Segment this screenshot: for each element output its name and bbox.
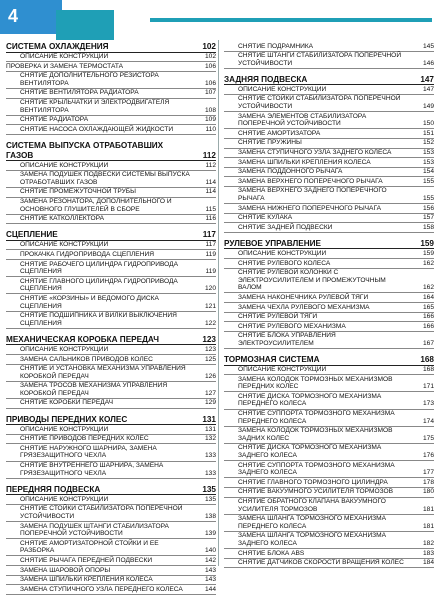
toc-entry[interactable]	[6, 505, 216, 522]
toc-column-left	[6, 42, 216, 601]
section-page: 135	[202, 484, 216, 494]
section-heading[interactable]	[6, 141, 216, 161]
entry-page: 159	[422, 249, 434, 257]
toc-entry[interactable]	[224, 375, 434, 392]
toc-entry[interactable]	[224, 214, 434, 224]
entry-page: 107	[204, 89, 216, 97]
toc-entry[interactable]	[224, 95, 434, 112]
toc-entry[interactable]	[224, 149, 434, 159]
entry-page: 126	[204, 372, 216, 380]
toc-entry[interactable]	[6, 462, 216, 479]
section-page: 112	[202, 150, 216, 160]
toc-entry[interactable]	[6, 116, 216, 126]
toc-entry[interactable]	[224, 559, 434, 569]
entry-page: 119	[205, 250, 216, 258]
toc-entry[interactable]	[224, 488, 434, 498]
entry-title: ОПИСАНИЕ КОНСТРУКЦИИ	[238, 366, 327, 374]
entry-title: ЗАМЕНА НАКОНЕЧНИКА РУЛЕВОЙ ТЯГИ	[238, 293, 369, 301]
entry-title: ОПИСАНИЕ КОНСТРУКЦИИ	[20, 495, 109, 503]
entry-title: СНЯТИЕ ЗАДНЕЙ ПОДВЕСКИ	[238, 223, 333, 231]
toc-entry[interactable]	[224, 223, 434, 233]
entry-page: 162	[422, 259, 434, 267]
toc-entry[interactable]	[6, 171, 216, 188]
toc-entry[interactable]	[224, 410, 434, 427]
toc-column-right	[224, 42, 434, 574]
entry-page: 158	[422, 223, 434, 231]
toc-entry[interactable]	[224, 139, 434, 149]
column-divider	[218, 40, 219, 566]
entry-title: ОПИСАНИЕ КОНСТРУКЦИИ	[238, 249, 327, 257]
section-title: ТОРМОЗНАЯ СИСТЕМА	[224, 355, 320, 364]
entry-title: СНЯТИЕ ПРОМЕЖУТОЧНОЙ ТРУБЫ	[20, 188, 136, 196]
entry-page: 142	[204, 556, 216, 564]
entry-title: ЗАМЕНА ВЕРХНЕГО ЗАДНЕГО ПОПЕРЕЧНОГО РЫЧАГА	[238, 187, 387, 202]
entry-title: ПРОКАЧКА ГИДРОПРИВОДА СЦЕПЛЕНИЯ	[20, 250, 154, 258]
entry-page: 150	[422, 120, 434, 128]
section-page: 159	[420, 238, 434, 248]
toc-entry[interactable]	[6, 495, 216, 505]
section-page: 123	[202, 334, 216, 344]
entry-page: 171	[422, 383, 434, 391]
entry-title: СНЯТИЕ ВЕНТИЛЯТОРА РАДИАТОРА	[20, 89, 139, 97]
toc-section	[224, 75, 434, 233]
entry-page: 127	[204, 389, 216, 397]
toc-entry[interactable]	[224, 322, 434, 332]
section-page: 102	[202, 42, 216, 51]
section-title: ЗАДНЯЯ ПОДВЕСКА	[224, 74, 308, 84]
entry-page: 181	[422, 505, 434, 513]
toc-section	[6, 141, 216, 224]
entry-title: ОПИСАНИЕ КОНСТРУКЦИИ	[238, 85, 327, 93]
entry-title: СНЯТИЕ АМОРТИЗАТОРНОЙ СТОЙКИ И ЕЕ РАЗБОРКА	[20, 539, 159, 555]
section-heading[interactable]	[6, 335, 216, 346]
entry-page: 108	[204, 106, 216, 114]
toc-entry[interactable]	[6, 576, 216, 586]
entry-title: ПРОВЕРКА И ЗАМЕНА ТЕРМОСТАТА	[6, 62, 124, 70]
entry-page: 122	[204, 319, 216, 327]
entry-title: СНЯТИЕ НАРУЖНОГО ШАРНИРА, ЗАМЕНА ГРЯЗЕЗАЩИТНОГО ЧЕХЛА	[20, 444, 157, 460]
toc-entry[interactable]	[6, 522, 216, 539]
toc-entry[interactable]	[224, 366, 434, 376]
toc-entry[interactable]	[6, 365, 216, 382]
entry-title: СНЯТИЕ ВНУТРЕННЕГО ШАРНИРА, ЗАМЕНА ГРЯЗЕЗАЩИТНОГО ЧЕХЛА	[20, 462, 164, 477]
entry-page: 157	[422, 214, 434, 222]
entry-page: 155	[422, 177, 434, 185]
section-title: МЕХАНИЧЕСКАЯ КОРОБКА ПЕРЕДАЧ	[6, 334, 159, 344]
toc-entry[interactable]	[6, 188, 216, 198]
toc-entry[interactable]	[224, 177, 434, 187]
entry-page: 149	[422, 103, 434, 111]
section-page: 147	[420, 74, 434, 84]
entry-title: СНЯТИЕ АМОРТИЗАТОРА	[238, 129, 321, 137]
entry-title: СНЯТИЕ ШТАНГИ СТАБИЛИЗАТОРА ПОПЕРЕЧНОЙ УСТОЙЧИВОСТИ	[238, 52, 402, 67]
entry-title: СНЯТИЕ РЫЧАГА ПЕРЕДНЕЙ ПОДВЕСКИ	[20, 556, 153, 564]
entry-page: 156	[422, 204, 434, 212]
entry-page: 146	[422, 59, 434, 67]
toc-entry[interactable]	[6, 53, 216, 63]
entry-page: 143	[204, 576, 216, 584]
toc-section	[224, 239, 434, 349]
entry-page: 153	[422, 149, 434, 157]
toc-entry[interactable]	[224, 498, 434, 515]
entry-title: СНЯТИЕ ПОДРАМНИКА	[238, 42, 314, 50]
entry-title: СНЯТИЕ ПРУЖИНЫ	[238, 139, 302, 147]
entry-title: СНЯТИЕ «КОРЗИНЫ» И ВЕДОМОГО ДИСКА СЦЕПЛЕНИЯ	[20, 294, 159, 310]
entry-title: ЗАМЕНА СТУПИЧНОГО УЗЛА ПЕРЕДНЕГО КОЛЕСА	[20, 585, 183, 593]
entry-title: СНЯТИЕ ДОПОЛНИТЕЛЬНОГО РЕЗИСТОРА ВЕНТИЛЯТОРА	[20, 72, 159, 87]
entry-page: 129	[204, 399, 216, 407]
entry-page: 139	[204, 530, 216, 538]
toc-entry[interactable]	[224, 427, 434, 444]
toc-entry[interactable]	[224, 158, 434, 168]
entry-page: 106	[204, 79, 216, 87]
section-heading[interactable]	[224, 239, 434, 250]
entry-title: СНЯТИЕ НАСОСА ОХЛАЖДАЮЩЕЙ ЖИДКОСТИ	[20, 125, 174, 133]
toc-entry[interactable]	[224, 112, 434, 129]
toc-entry[interactable]	[224, 515, 434, 532]
entry-title: ЗАМЕНА ЭЛЕМЕНТОВ СТАБИЛИЗАТОРА ПОПЕРЕЧНОЙ УСТОЙЧИВОСТИ	[238, 112, 367, 128]
section-heading[interactable]	[6, 230, 216, 241]
header-rule	[150, 18, 432, 22]
toc-entry[interactable]	[224, 332, 434, 349]
entry-title: СНЯТИЕ ДАТЧИКОВ СКОРОСТИ ВРАЩЕНИЯ КОЛЕС	[238, 559, 404, 567]
toc-entry[interactable]	[224, 303, 434, 313]
entry-page: 132	[204, 435, 216, 443]
toc-entry[interactable]	[6, 215, 216, 225]
toc-entry[interactable]	[6, 250, 216, 260]
entry-page: 119	[205, 268, 216, 276]
entry-title: ОПИСАНИЕ КОНСТРУКЦИИ	[20, 53, 109, 61]
section-heading[interactable]	[224, 355, 434, 366]
entry-title: ЗАМЕНА ЧЕХЛА РУЛЕВОГО МЕХАНИЗМА	[238, 303, 370, 311]
toc-entry[interactable]	[224, 293, 434, 303]
entry-title: ЗАМЕНА ШПИЛЬКИ КРЕПЛЕНИЯ КОЛЕСА	[20, 576, 153, 584]
entry-title: ОПИСАНИЕ КОНСТРУКЦИИ	[20, 241, 109, 249]
toc-entry[interactable]	[224, 259, 434, 269]
entry-title: ЗАМЕНА ПОДДОННОГО РЫЧАГА	[238, 168, 343, 176]
entry-title: СНЯТИЕ ПОДШИПНИКА И ВИЛКИ ВЫКЛЮЧЕНИЯ СЦЕПЛЕНИЯ	[20, 312, 177, 327]
entry-title: ЗАМЕНА САЛЬНИКОВ ПРИВОДОВ КОЛЕС	[20, 355, 153, 363]
entry-title: ЗАМЕНА ШПИЛЬКИ КРЕПЛЕНИЯ КОЛЕСА	[238, 158, 371, 166]
section-page: 117	[202, 230, 216, 240]
entry-page: 133	[204, 452, 216, 460]
entry-page: 183	[422, 549, 434, 557]
entry-page: 184	[422, 559, 434, 567]
entry-page: 144	[204, 585, 216, 593]
toc-section	[6, 415, 216, 479]
entry-page: 110	[205, 125, 216, 133]
entry-title: ЗАМЕНА ШЛАНГА ТОРМОЗНОГО МЕХАНИЗМА ЗАДНЕГО КОЛЕСА	[238, 532, 387, 547]
entry-title: ЗАМЕНА РЕЗОНАТОРА, ДОПОЛНИТЕЛЬНОГО И ОСНОВНОГО ГЛУШИТЕЛЕЙ В СБОРЕ	[20, 198, 172, 213]
section-heading[interactable]	[6, 415, 216, 426]
toc-entry[interactable]	[224, 129, 434, 139]
entry-page: 182	[422, 539, 434, 547]
section-title: СИСТЕМА ВЫПУСКА ОТРАБОТАВШИХ ГАЗОВ	[6, 140, 164, 160]
entry-page: 140	[204, 547, 216, 555]
entry-title: ЗАМЕНА СТУПИЧНОГО УЗЛА ЗАДНЕГО КОЛЕСА	[238, 149, 392, 157]
entry-page: 147	[422, 85, 434, 93]
entry-page: 164	[422, 293, 434, 301]
entry-title: ЗАМЕНА ВЕРХНЕГО ПОПЕРЕЧНОГО РЫЧАГА	[238, 177, 383, 185]
entry-page: 121	[204, 302, 216, 310]
toc-entry[interactable]	[224, 42, 434, 52]
toc-entry[interactable]	[6, 161, 216, 171]
entry-title: СНЯТИЕ СТОЙКИ СТАБИЛИЗАТОРА ПОПЕРЕЧНОЙ УСТОЙЧИВОСТИ	[238, 95, 401, 111]
toc-section	[224, 42, 434, 69]
entry-page: 152	[422, 139, 434, 147]
entry-title: СНЯТИЕ РУЛЕВОЙ ТЯГИ	[238, 313, 318, 321]
entry-title: СНЯТИЕ ГЛАВНОГО ЦИЛИНДРА ГИДРОПРИВОДА СЦЕПЛЕНИЯ	[20, 277, 178, 293]
entry-page: 173	[422, 400, 434, 408]
entry-page: 116	[205, 215, 216, 223]
toc-entry[interactable]	[224, 85, 434, 95]
section-heading[interactable]	[224, 75, 434, 86]
section-title: РУЛЕВОЕ УПРАВЛЕНИЕ	[224, 238, 321, 248]
toc-entry[interactable]	[6, 89, 216, 99]
entry-page: 175	[422, 434, 434, 442]
entry-title: ЗАМЕНА ШЛАНГА ТОРМОЗНОГО МЕХАНИЗМА ПЕРЕДНЕГО КОЛЕСА	[238, 515, 387, 530]
entry-page: 145	[422, 42, 434, 50]
entry-page: 165	[422, 303, 434, 311]
toc-entry[interactable]	[224, 204, 434, 214]
entry-title: СНЯТИЕ КАТКОЛЛЕКТОРА	[20, 215, 104, 223]
page-number: 4	[8, 6, 19, 26]
toc-entry[interactable]	[224, 269, 434, 294]
entry-page: 117	[205, 241, 216, 249]
entry-page: 177	[422, 469, 434, 477]
toc-entry[interactable]	[6, 294, 216, 311]
toc-section	[6, 335, 216, 409]
toc-section	[6, 42, 216, 135]
entry-page: 106	[204, 62, 216, 70]
entry-page: 154	[422, 168, 434, 176]
entry-title: ЗАМЕНА ТРОСОВ МЕХАНИЗМА УПРАВЛЕНИЯ КОРОБКОЙ ПЕРЕДАЧ	[20, 382, 168, 397]
entry-page: 114	[205, 188, 216, 196]
entry-page: 133	[204, 469, 216, 477]
toc-entry[interactable]	[6, 425, 216, 435]
header-bar	[0, 0, 432, 36]
entry-title: СНЯТИЕ ДИСКА ТОРМОЗНОГО МЕХАНИЗМА ПЕРЕДНЕГО КОЛЕСА	[238, 392, 382, 408]
entry-title: СНЯТИЕ РАДИАТОРА	[20, 116, 89, 124]
toc-entry[interactable]	[6, 585, 216, 595]
toc-entry[interactable]	[224, 187, 434, 204]
entry-title: СНЯТИЕ РАБОЧЕГО ЦИЛИНДРА ГИДРОПРИВОДА СЦЕПЛЕНИЯ	[20, 260, 178, 276]
entry-title: СНЯТИЕ КУЛАКА	[238, 214, 293, 222]
toc-entry[interactable]	[6, 62, 216, 72]
header-accent	[56, 10, 114, 40]
entry-title: СНЯТИЕ И УСТАНОВКА МЕХАНИЗМА УПРАВЛЕНИЯ КОРОБКОЙ ПЕРЕДАЧ	[20, 365, 186, 380]
entry-page: 114	[205, 178, 216, 186]
toc-entry[interactable]	[224, 444, 434, 461]
toc-entry[interactable]	[224, 549, 434, 559]
entry-page: 166	[422, 322, 434, 330]
toc-entry[interactable]	[6, 198, 216, 215]
toc-entry[interactable]	[6, 241, 216, 251]
entry-title: СНЯТИЕ БЛОКА УПРАВЛЕНИЯ ЭЛЕКТРОУСИЛИТЕЛЕМ	[238, 332, 336, 347]
entry-title: ЗАМЕНА КОЛОДОК ТОРМОЗНЫХ МЕХАНИЗМОВ ЗАДНИХ КОЛЕС	[238, 427, 393, 442]
entry-page: 155	[422, 195, 434, 202]
entry-page: 135	[204, 495, 216, 503]
entry-title: СНЯТИЕ РУЛЕВОГО КОЛЕСА	[238, 259, 331, 267]
toc-entry[interactable]	[224, 392, 434, 409]
section-title: ПЕРЕДНЯЯ ПОДВЕСКА	[6, 484, 101, 494]
toc-entry[interactable]	[6, 435, 216, 445]
entry-title: СНЯТИЕ ПРИВОДОВ ПЕРЕДНИХ КОЛЕС	[20, 435, 149, 443]
entry-title: СНЯТИЕ РУЛЕВОГО МЕХАНИЗМА	[238, 322, 346, 330]
entry-title: СНЯТИЕ ВАКУУМНОГО УСИЛИТЕЛЯ ТОРМОЗОВ	[238, 488, 394, 496]
entry-title: СНЯТИЕ КОРОБКИ ПЕРЕДАЧ	[20, 399, 113, 407]
toc-entry[interactable]	[6, 312, 216, 329]
entry-title: СНЯТИЕ ОБРАТНОГО КЛАПАНА ВАКУУМНОГО УСИЛИТЕЛЯ ТОРМОЗОВ	[238, 498, 386, 513]
entry-title: СНЯТИЕ СТОЙКИ СТАБИЛИЗАТОРА ПОПЕРЕЧНОЙ УСТОЙЧИВОСТИ	[20, 505, 183, 520]
entry-title: ЗАМЕНА ПОДУШЕК ПОДВЕСКИ СИСТЕМЫ ВЫПУСКА ОТРАБОТАВШИХ ГАЗОВ	[20, 171, 190, 186]
entry-title: ОПИСАНИЕ КОНСТРУКЦИИ	[20, 425, 109, 433]
toc-entry[interactable]	[6, 277, 216, 294]
toc-entry[interactable]	[6, 125, 216, 135]
toc-entry[interactable]	[6, 345, 216, 355]
entry-page: 181	[422, 522, 434, 530]
section-heading[interactable]	[6, 42, 216, 53]
entry-title: ОПИСАНИЕ КОНСТРУКЦИИ	[20, 345, 109, 353]
toc-entry[interactable]	[6, 99, 216, 116]
section-title: СИСТЕМА ОХЛАЖДЕНИЯ	[6, 42, 109, 51]
entry-page: 153	[422, 158, 434, 166]
entry-title: СНЯТИЕ СУППОРТА ТОРМОЗНОГО МЕХАНИЗМА ЗАДНЕГО КОЛЕСА	[238, 461, 395, 477]
toc-entry[interactable]	[6, 444, 216, 461]
entry-page: 143	[204, 566, 216, 574]
toc-entry[interactable]	[224, 461, 434, 478]
entry-title: ЗАМЕНА ПОДУШЕК ШТАНГИ СТАБИЛИЗАТОРА ПОПЕРЕЧНОЙ УСТОЙЧИВОСТИ	[20, 522, 169, 538]
entry-page: 125	[204, 355, 216, 363]
toc-entry[interactable]	[6, 556, 216, 566]
section-heading[interactable]	[6, 485, 216, 496]
entry-page: 151	[422, 129, 434, 137]
entry-title: СНЯТИЕ БЛОКА ABS	[238, 549, 305, 557]
toc-entry[interactable]	[6, 72, 216, 89]
section-page: 131	[202, 414, 216, 424]
entry-page: 178	[422, 478, 434, 486]
entry-page: 168	[422, 366, 434, 374]
toc-entry[interactable]	[224, 249, 434, 259]
entry-page: 123	[204, 345, 216, 353]
toc-section	[6, 485, 216, 595]
entry-title: СНЯТИЕ КРЫЛЬЧАТКИ И ЭЛЕКТРОДВИГАТЕЛЯ ВЕНТИЛЯТОРА	[20, 99, 170, 114]
entry-page: 109	[204, 116, 216, 124]
toc-entry[interactable]	[6, 566, 216, 576]
entry-title: ЗАМЕНА НИЖНЕГО ПОПЕРЕЧНОГО РЫЧАГА	[238, 204, 381, 212]
toc-entry[interactable]	[6, 260, 216, 277]
entry-title: ОПИСАНИЕ КОНСТРУКЦИИ	[20, 161, 109, 169]
entry-page: 120	[204, 285, 216, 293]
toc-entry[interactable]	[6, 355, 216, 365]
entry-title: СНЯТИЕ РУЛЕВОЙ КОЛОНКИ С ЭЛЕКТРОУСИЛИТЕЛЕМ И ПРОМЕЖУТОЧНЫМ ВАЛОМ	[238, 269, 386, 292]
entry-title: СНЯТИЕ ГЛАВНОГО ТОРМОЗНОГО ЦИЛИНДРА	[238, 478, 388, 486]
toc-entry[interactable]	[224, 313, 434, 323]
toc-entry[interactable]	[224, 168, 434, 178]
toc-entry[interactable]	[224, 532, 434, 549]
entry-title: СНЯТИЕ СУППОРТА ТОРМОЗНОГО МЕХАНИЗМА ПЕРЕДНЕГО КОЛЕСА	[238, 410, 395, 425]
entry-title: ЗАМЕНА КОЛОДОК ТОРМОЗНЫХ МЕХАНИЗМОВ ПЕРЕДНИХ КОЛЕС	[238, 375, 393, 391]
entry-page: 174	[422, 417, 434, 425]
entry-page: 162	[422, 284, 434, 292]
toc-entry[interactable]	[6, 399, 216, 409]
entry-page: 180	[422, 488, 434, 496]
section-title: ПРИВОДЫ ПЕРЕДНИХ КОЛЕС	[6, 414, 128, 424]
toc-section	[224, 355, 434, 568]
toc-entry[interactable]	[224, 52, 434, 69]
entry-title: СНЯТИЕ ДИСКА ТОРМОЗНОГО МЕХАНИЗМА ЗАДНЕГО КОЛЕСА	[238, 444, 382, 460]
entry-page: 102	[204, 53, 216, 61]
toc-entry[interactable]	[6, 382, 216, 399]
entry-page: 112	[205, 161, 216, 169]
section-page: 168	[420, 355, 434, 364]
entry-page: 115	[205, 205, 216, 213]
entry-page: 131	[204, 425, 216, 433]
toc-section	[6, 230, 216, 329]
entry-page: 167	[422, 339, 434, 347]
entry-page: 138	[204, 513, 216, 520]
entry-page: 176	[422, 452, 434, 460]
entry-title: ЗАМЕНА ШАРОВОЙ ОПОРЫ	[20, 566, 111, 574]
section-title: СЦЕПЛЕНИЕ	[6, 230, 58, 240]
toc-entry[interactable]	[224, 478, 434, 488]
entry-page: 166	[422, 313, 434, 321]
toc-entry[interactable]	[6, 539, 216, 556]
